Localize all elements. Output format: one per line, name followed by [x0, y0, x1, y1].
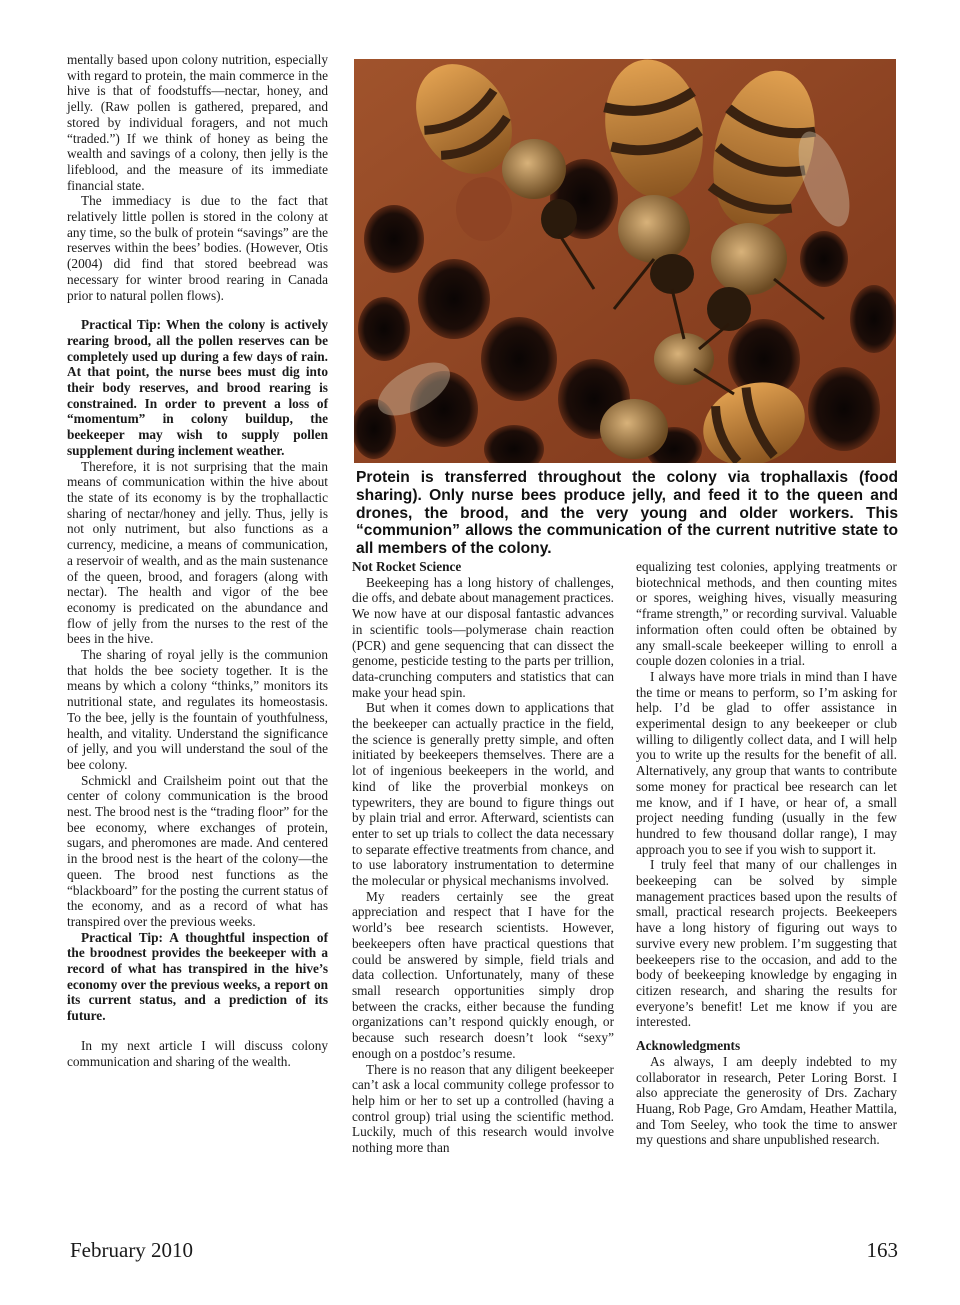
paragraph: There is no reason that any diligent beekeeper can’t ask a local community college professor to help him or her to set up a controlled (having a control group) trial using the scientific method. Luckily, much of this research would involve nothing more than	[352, 1061, 614, 1156]
paragraph: Beekeeping has a long history of challenges, die offs, and debate about management practices. We now have at our disposal fantastic advances in scientific tools—polymerase chain reaction (PCR) and gene sequencing that can dissect the genome, pesticide testing to the parts per trillion, data-crunching computers and statistics that can make your head spin.	[352, 574, 614, 700]
photo-caption: Protein is transferred throughout the colony via trophallaxis (food sharing). Only nurse bees produce jelly, and feed it to the queen and drones, the brood, and the very young and older workers. This “communion” allows the communication of the current nutritive state to all members of the colony.	[356, 469, 898, 558]
practical-tip: Practical Tip: A thoughtful inspection of the broodnest provides the beekeeper with a record of what has transpired in the hive’s economy over the previous weeks, a report on its current status, and a prediction of its future.	[67, 929, 328, 1024]
paragraph: equalizing test colonies, applying treatments or biotechnical methods, and then counting mites or spores, weighing hives, visually measuring “frame strength,” or recording survival. Valuable information often could often be obtained by any small-scale beekeeper willing to enroll a couple dozen colonies in a trial.	[636, 559, 897, 669]
paragraph: The sharing of royal jelly is the communion that holds the bee society together. It is the means by which a colony “thinks,” monitors its nutritional state, and regulates its homeostasis. To the bee, jelly is the fountain of youthfulness, health, and vitality. Understand the significance of jelly, and you will understand the soul of the bee colony.	[67, 647, 328, 772]
paragraph: The immediacy is due to the fact that relatively little pollen is stored in the colony at any time, so the bulk of protein “savings” are the reserves within the bees’ bodies. (However, Otis (2004) did find that stored beebread was necessary for winter brood rearing in Canada prior to natural pollen flows).	[67, 193, 328, 303]
column-right	[636, 559, 897, 1148]
honeycomb-bees-image	[354, 59, 896, 463]
paragraph: In my next article I will discuss colony communication and sharing of the wealth.	[67, 1037, 328, 1069]
section-heading: Acknowledgments	[636, 1038, 741, 1054]
bees-photo	[354, 59, 896, 463]
paragraph: I always have more trials in mind than I have the time or means to perform, so I’m asking for help. I’d be glad to offer assistance in experimental design to any beekeeper or club willing to diligently collect data, and I will help you to write up the results for the benefit of all. Alternatively, any group that wants to contribute some money for practical bee research can let me know, and if I have, or hear of, a small project needing funding (usually in the few hundred to few thousand dollar range), I may approach you to see if you wish to support it.	[636, 668, 897, 857]
section-heading: Not Rocket Science	[352, 559, 462, 574]
practical-tip: Practical Tip: When the colony is actively rearing brood, all the pollen reserves can be completely used up during a few days of rain. At that point, the nurse bees must dig into their body reserves, and brood rearing is constrained. In order to prevent a loss of “momentum” in colony buildup, the beekeeper may wish to supply pollen supplement during inclement weather.	[67, 317, 328, 458]
paragraph: Therefore, it is not surprising that the main means of communication within the hive about the state of its economy is by the trophallactic sharing of nectar/honey and jelly. Thus, jelly is not only nutriment, but also functions as a currency, medicine, a means of communication, a reservoir of wealth, and as the main sustenance of the queen, brood, and foragers (along with nectar). The health and vigor of the bee economy is predicated on the abundance and flow of jelly from the nurses to the rest of the bees in the hive.	[67, 458, 328, 647]
column-middle	[352, 559, 614, 1156]
paragraph: My readers certainly see the great appreciation and respect that I have for the world’s bee research scientists. However, beekeepers often have practical questions that could be answered by simple, field trials and data collection. Unfortunately, many of these small research opportunities simply drop between the cracks, either because the funding organizations can’t respond quickly enough, or because such research doesn’t look “sexy” enough on a postdoc’s resume.	[352, 888, 614, 1061]
paragraph: As always, I am deeply indebted to my collaborator in research, Peter Loring Borst. I also appreciate the generosity of Drs. Zachary Huang, Rob Page, Gro Amdam, Heather Mattila, and Tom Seeley, who took the time to answer my questions and share unpublished research.	[636, 1053, 897, 1148]
paragraph: But when it comes down to applications that the beekeeper can actually practice in the field, the science is generally pretty simple, and often initiated by beekeepers themselves. There are a lot of ingenious beekeepers in the world, and kind of like the proverbial monkeys on typewriters, they are bound to figure things out by plain trial and error. Afterward, scientists can enter to set up trials to collect the data necessary to separate effective treatments from chance, and to use laboratory instrumentation to determine the molecular or physical mechanisms involved.	[352, 700, 614, 889]
paragraph: I truly feel that many of our challenges in beekeeping can be solved by simple management practices based upon the results of small, practical research projects. Beekeepers have a long history of figuring out ways to survive every new problem. I’m suggesting that beekeepers rise to the occasion, and add to the body of beekeeping knowledge by engaging in citizen research, and sharing the results for everyone’s benefit! Let me know if you are interested.	[636, 857, 897, 1030]
page-number: 163	[866, 1238, 898, 1262]
paragraph: Schmickl and Crailsheim point out that the center of colony communication is the brood nest. The brood nest is the “trading floor” for the bee economy, where exchanges of protein, sugars, and pheromones are made. And centered in the brood nest is the heart of the colony—the queen. The brood nest functions as the “blackboard” for the posting the current status of the economy, and as a record of what has transpired over the previous weeks.	[67, 772, 328, 929]
footer-date: February 2010	[70, 1238, 194, 1262]
column-left	[67, 52, 328, 1069]
paragraph: mentally based upon colony nutrition, especially with regard to protein, the main commerce in the hive is that of foodstuffs—nectar, honey, and jelly. (Raw pollen is gathered, prepared, and stored by individual foragers, and not much “traded.”) If we think of honey as being the wealth and savings of a colony, then jelly is the lifeblood, and the measure of its immediate financial state.	[67, 52, 328, 193]
